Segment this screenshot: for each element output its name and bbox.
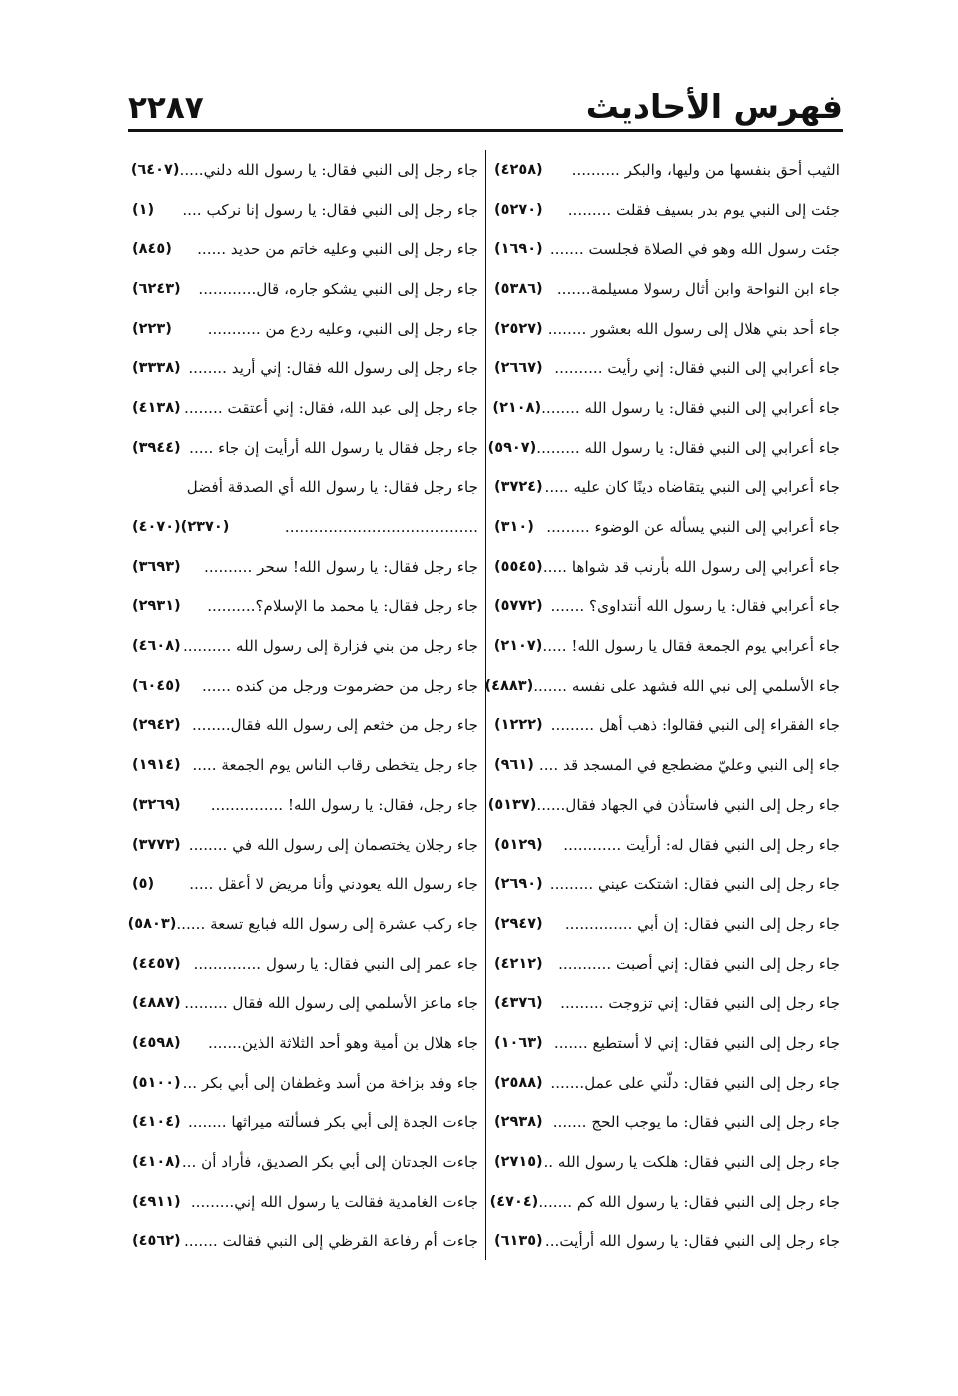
entry-reference: (١٢٢٢): [494, 717, 543, 734]
entry-text: جاء أعرابي فقال: يا رسول الله أنتداوى؟ .......: [550, 597, 840, 616]
index-entry: [487, 428, 840, 468]
entry-reference: (١٩١٤): [132, 757, 181, 774]
entry-reference: (٣٧٢٤): [494, 479, 543, 496]
index-entry: [494, 1222, 840, 1262]
entry-text: جاء رجل فقال: يا محمد ما الإسلام؟..........: [207, 597, 478, 616]
entry-reference: (٢١٠٧): [493, 638, 543, 655]
entry-reference: (٢٧١٥): [494, 1154, 543, 1171]
entry-text: جاء رجل من بني فزارة إلى رسول الله ..........: [182, 637, 478, 656]
entry-text: جاء ماعز الأسلمي إلى رسول الله فقال .........: [184, 994, 478, 1013]
entry-reference: (٦١٣٥): [494, 1233, 543, 1250]
entry-text: جئت رسول الله وهو في الصلاة فجلست .......: [549, 240, 840, 259]
index-entry: [494, 745, 840, 785]
entry-text: جاء رجل إلى النبي فقال: دلّني على عمل.......: [550, 1073, 840, 1092]
index-entry: [487, 785, 840, 825]
entry-reference: (٤١٣٨): [132, 399, 181, 416]
index-entry: [494, 348, 840, 388]
index-entry: [489, 1182, 840, 1222]
index-entry: [494, 864, 840, 904]
entry-reference: (٢٩٣١): [132, 598, 181, 615]
index-entry: [132, 547, 478, 587]
entry-text: جاء رجل إلى النبي فقال: هلكت يا رسول الله ..: [543, 1153, 840, 1172]
entry-reference: (١٦٩٠): [494, 241, 543, 258]
index-entry: [494, 1063, 840, 1103]
entry-reference: (٢٢٣): [132, 320, 172, 337]
index-entry: [132, 507, 478, 547]
entry-reference: (٢٥٢٧): [494, 320, 543, 337]
entry-reference: (٢٩٤٢): [132, 717, 181, 734]
index-entry: [132, 150, 478, 190]
entry-text: جاء رسول الله يعودني وأنا مريض لا أعقل .....: [189, 875, 478, 894]
index-entry: [132, 1023, 478, 1063]
right-column: [484, 150, 840, 1261]
index-entry: [132, 626, 478, 666]
entry-text: جاء أعرابي إلى النبي يتقاضاه دينًا كان عليه .....: [544, 478, 840, 497]
index-entry: [127, 904, 478, 944]
entry-reference: (٤١٠٨): [132, 1154, 181, 1171]
entry-reference: (٢٩٤٧): [494, 915, 543, 932]
index-entry: [132, 428, 478, 468]
entry-text: جاء رجل إلى النبي فقال: إني تزوجت .........: [560, 994, 840, 1013]
entry-text: جاء هلال بن أمية وهو أحد الثلاثة الذين.......: [208, 1033, 478, 1052]
entry-reference: (٤٧٠٤): [489, 1193, 539, 1210]
entry-reference: (٥٩٠٧): [487, 439, 537, 456]
entry-text: جاء رجل فقال: يا رسول الله أي الصدقة أفضل: [186, 478, 478, 497]
index-entry: [132, 983, 478, 1023]
entry-reference: (٥١٢٩): [494, 836, 543, 853]
entry-text: جاء رجل إلى النبي فقال: إني أصبت ...........: [558, 954, 840, 973]
index-entry: [132, 190, 478, 230]
entry-reference: (٤٥٩٨): [132, 1034, 181, 1051]
entry-text: جاء رجل إلى النبي فاستأذن في الجهاد فقال......: [536, 795, 840, 814]
index-entry: [132, 587, 478, 627]
entry-reference: (٢٥٨٨): [494, 1074, 543, 1091]
column-divider: [485, 150, 486, 1260]
entry-text: جاء رجل إلى النبي فقال: يا رسول الله دلني.....: [179, 160, 478, 179]
index-entry: [132, 745, 478, 785]
entry-text: جاء رجل إلى النبي يشكو جاره، قال............: [198, 279, 478, 298]
index-entry: [494, 1103, 840, 1143]
header-rule: [128, 129, 843, 132]
entry-reference: (٢٦٦٧): [494, 360, 543, 377]
index-entry: [132, 1063, 478, 1103]
entry-reference: (٣٧٧٣): [132, 836, 181, 853]
entry-text: جاء أعرابي إلى رسول الله بأرنب قد شواها .....: [542, 557, 840, 576]
index-entry: [494, 904, 840, 944]
entry-text: جاء رجل إلى النبي فقال: يا رسول الله أرأيت...: [544, 1232, 840, 1251]
entry-text: جاء وفد بزاخة من أسد وغطفان إلى أبي بكر ...: [182, 1073, 478, 1092]
index-entry: [132, 348, 478, 388]
entry-text: جاء رجل إلى النبي فقال: يا رسول إنا نركب ....: [182, 200, 478, 219]
index-entry: [494, 983, 840, 1023]
entry-text: جاء رجل إلى النبي فقال: يا رسول الله كم .......: [538, 1192, 840, 1211]
entry-text: جاء رجل، فقال: يا رسول الله! ...............: [210, 795, 478, 814]
index-entry: [494, 229, 840, 269]
entry-text: جاء رجل إلى النبي وعليه خاتم من حديد ......: [197, 240, 478, 259]
entry-reference: (٢١٠٨): [492, 399, 542, 416]
entry-text: جاء الأسلمي إلى نبي الله فشهد على نفسه .......: [533, 676, 840, 695]
entry-text: جاء رجل فقال يا رسول الله أرأيت إن جاء .....: [189, 438, 478, 457]
index-entry: [494, 626, 840, 666]
entry-text: جاء عمر إلى النبي فقال: يا رسول ..............: [193, 954, 478, 973]
index-entry: [494, 825, 840, 865]
index-entry: [494, 309, 840, 349]
entry-reference: (٥٢٧٠): [494, 201, 543, 218]
index-entry: [132, 785, 478, 825]
left-column: [127, 150, 478, 1261]
index-entry: [494, 190, 840, 230]
entry-text: جاء رجل إلى رسول الله فقال: إني أريد ........: [188, 359, 478, 378]
entry-reference: (٤٤٥٧): [132, 955, 181, 972]
index-entry: [494, 150, 840, 190]
entry-text: جاء أعرابي إلى النبي يسأله عن الوضوء .........: [546, 518, 840, 537]
entry-reference: (٦٢٤٣): [132, 280, 181, 297]
entry-reference: (٢٩٣٨): [494, 1114, 543, 1131]
entry-text: جاء أعرابي يوم الجمعة فقال يا رسول الله! .....: [542, 637, 840, 656]
index-entry: [494, 468, 840, 508]
entry-text: جاء رجل إلى النبي فقال: إن أبي ..............: [564, 914, 840, 933]
entry-reference: (٣٦٩٣): [132, 558, 181, 575]
page-number: ٢٢٨٧: [128, 90, 204, 126]
entry-text: جاء أحد بني هلال إلى رسول الله بعشور ........: [547, 319, 840, 338]
entry-reference: (٢٦٩٠): [494, 876, 543, 893]
entry-text: جاء رجل إلى النبي فقال: إني لا أستطيع .......: [553, 1033, 840, 1052]
index-entry: [132, 468, 478, 508]
entry-reference: (١): [132, 201, 155, 218]
entry-text: جاء رجل فقال: يا رسول الله! سحر ..........: [204, 557, 478, 576]
entry-text: جاء أعرابي إلى النبي فقال: إني رأيت ..........: [554, 359, 840, 378]
index-entry: [494, 547, 840, 587]
index-entry: [132, 1142, 478, 1182]
entry-reference: (٥٣٨٦): [494, 280, 543, 297]
entry-text: جاءت الجدتان إلى أبي بكر الصديق، فأراد أن ...: [181, 1153, 478, 1172]
entry-text: جاءت الغامدية فقالت يا رسول الله إني.........: [190, 1192, 478, 1211]
entry-reference: (٣٩٤٤): [132, 439, 181, 456]
entry-text: جاء رجل إلى النبي فقال: اشتكت عيني .........: [549, 875, 840, 894]
entry-reference: (٣٢٦٩): [132, 796, 181, 813]
entry-text: جاء الفقراء إلى النبي فقالوا: ذهب أهل .........: [550, 716, 840, 735]
entry-reference: (٤٩١١): [132, 1193, 181, 1210]
index-entry: [132, 388, 478, 428]
entry-reference: (٥١٠٠): [132, 1074, 181, 1091]
entry-text: جاء ابن النواحة وابن أثال رسولا مسيلمة.......: [556, 279, 840, 298]
entry-text: جاء رجل يتخطى رقاب الناس يوم الجمعة .....: [192, 756, 478, 775]
index-entry: [132, 706, 478, 746]
entry-text: جاء أعرابي إلى النبي فقال: يا رسول الله .........: [536, 438, 840, 457]
index-entry: [132, 666, 478, 706]
index-entry: [494, 1023, 840, 1063]
entry-text: جئت إلى النبي يوم بدر بسيف فقلت .........: [567, 200, 840, 219]
index-entry: [132, 1103, 478, 1143]
entry-reference: (٤٥٦٢): [132, 1233, 181, 1250]
entry-reference: (٤٢٥٨): [494, 161, 543, 178]
entry-reference: (٦٤٠٧): [130, 161, 180, 178]
index-entry: [132, 944, 478, 984]
entry-text: جاء رجل إلى النبي فقال له: أرأيت ............: [563, 835, 840, 854]
entry-text: جاء إلى النبي وعليّ مضطجع في المسجد قد ....: [538, 756, 840, 775]
page-title: فهرس الأحاديث: [585, 87, 843, 126]
page-header: [128, 84, 843, 126]
index-entry: [132, 309, 478, 349]
entry-text: ........................................: [284, 518, 478, 537]
entry-text: جاء أعرابي إلى النبي فقال: يا رسول الله ........: [541, 398, 840, 417]
entry-reference: (٣٣٣٨): [132, 360, 181, 377]
entry-reference: (٥٧٧٢): [494, 598, 543, 615]
entry-reference: (٣١٠): [494, 519, 534, 536]
index-entry: [132, 1222, 478, 1262]
index-entry: [494, 1142, 840, 1182]
entry-reference: (١٠٦٣): [494, 1034, 543, 1051]
index-entry: [132, 825, 478, 865]
index-entry: [494, 944, 840, 984]
entry-reference: (٥٨٠٣): [127, 915, 177, 932]
entry-text: جاء رجل من حضرموت ورجل من كنده ......: [201, 676, 478, 695]
entry-reference: (٦٠٤٥): [132, 677, 181, 694]
entry-reference: (٤٦٠٨): [132, 638, 181, 655]
entry-reference: (٨٤٥): [132, 241, 172, 258]
index-entry: [484, 666, 840, 706]
entry-reference: (٤٨٨٧): [132, 995, 181, 1012]
index-entry: [132, 269, 478, 309]
entry-reference: (٥): [132, 876, 155, 893]
entry-reference: (٤١٠٤): [132, 1114, 181, 1131]
index-entry: [132, 229, 478, 269]
entry-text: الثيب أحق بنفسها من وليها، والبكر ..........: [571, 160, 840, 179]
index-entry: [494, 706, 840, 746]
entry-reference: (٤٢١٢): [494, 955, 543, 972]
entry-reference: (٥٥٤٥): [494, 558, 543, 575]
index-entry: [494, 269, 840, 309]
entry-text: جاء رجل إلى عبد الله، فقال: إني أعتقت ........: [184, 398, 478, 417]
entry-text: جاء رجل من خثعم إلى رسول الله فقال........: [192, 716, 478, 735]
entry-text: جاء رجل إلى النبي، وعليه ردع من ...........: [207, 319, 478, 338]
entry-reference: (٤٠٧٠)(٢٣٧٠): [132, 519, 230, 536]
entry-reference: (٥١٣٧): [487, 796, 537, 813]
index-entry: [494, 388, 840, 428]
entry-text: جاءت الجدة إلى أبي بكر فسألته ميراثها ........: [187, 1113, 478, 1132]
index-entry: [132, 864, 478, 904]
index-entry: [494, 587, 840, 627]
entry-text: جاءت أم رفاعة القرظي إلى النبي فقالت .......: [183, 1232, 478, 1251]
entry-text: جاء ركب عشرة إلى رسول الله فبايع تسعة ......: [176, 914, 478, 933]
entry-reference: (٩٦١): [494, 757, 534, 774]
entry-text: جاء رجلان يختصمان إلى رسول الله في ........: [188, 835, 478, 854]
entry-reference: (٤٨٨٣): [484, 677, 534, 694]
index-entry: [132, 1182, 478, 1222]
index-entry: [494, 507, 840, 547]
entry-text: جاء رجل إلى النبي فقال: ما يوجب الحج .......: [552, 1113, 840, 1132]
entry-reference: (٤٣٧٦): [494, 995, 543, 1012]
